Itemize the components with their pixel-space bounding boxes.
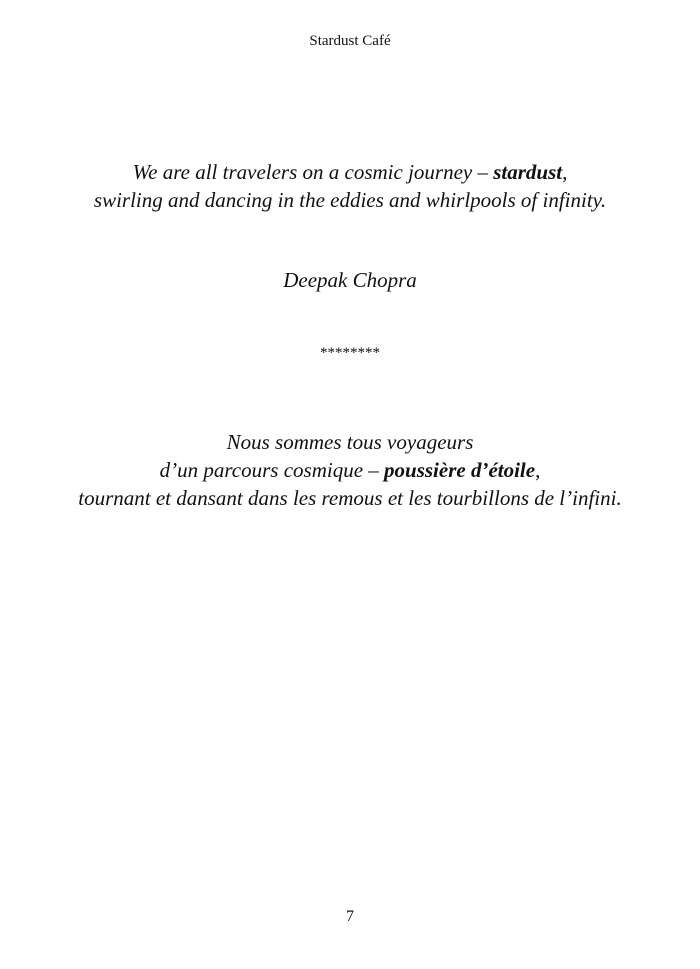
english-quote-line-2: swirling and dancing in the eddies and whirlpools of infinity. <box>93 188 607 212</box>
running-header: Stardust Café <box>309 33 391 49</box>
english-quote-emphasis: stardust <box>493 160 563 184</box>
french-quote-line-2 <box>0 456 700 484</box>
french-quote-line-2-punct: , <box>535 458 541 482</box>
section-separator: ******** <box>320 345 380 361</box>
english-quote-line-1-text: We are all travelers on a cosmic journey – <box>132 160 494 184</box>
english-quote-line-1 <box>0 158 700 186</box>
english-quote <box>0 158 700 214</box>
page-number: 7 <box>346 908 354 925</box>
french-quote-emphasis: poussière d’étoile <box>384 458 536 482</box>
french-quote-line-1: Nous sommes tous voyageurs <box>226 430 474 454</box>
quote-author: Deepak Chopra <box>283 268 417 292</box>
english-quote-line-1-punct: , <box>562 160 568 184</box>
french-quote <box>0 428 700 512</box>
french-quote-line-3: tournant et dansant dans les remous et les tourbillons de l’infini. <box>78 486 622 510</box>
french-quote-line-2-text: d’un parcours cosmique – <box>159 458 385 482</box>
